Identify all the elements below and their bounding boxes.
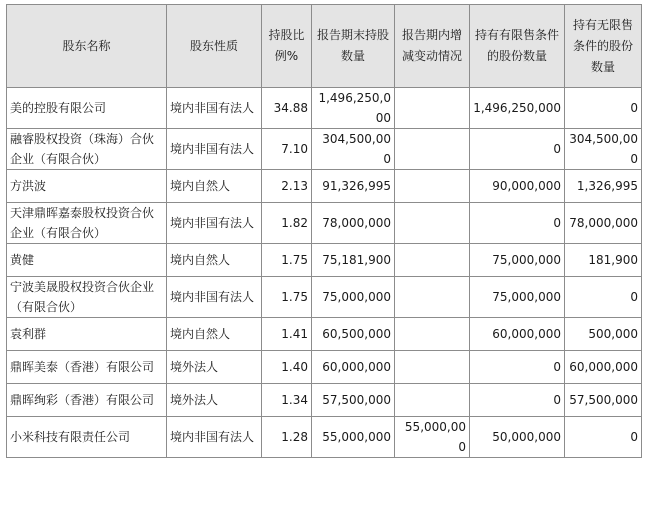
shareholder-name: 鼎晖绚彩（香港）有限公司 [7,384,167,417]
shareholder-name: 方洪波 [7,170,167,203]
restricted-shares: 75,000,000 [470,277,565,318]
unrestricted-shares: 500,000 [565,318,642,351]
shareholder-type: 境内自然人 [167,318,262,351]
table-row [7,417,642,458]
shareholder-type: 境内非国有法人 [167,88,262,129]
period-end-shares: 78,000,000 [312,203,395,244]
period-change [395,129,470,170]
holding-ratio: 1.28 [262,417,312,458]
shareholder-type: 境内非国有法人 [167,417,262,458]
period-end-shares: 91,326,995 [312,170,395,203]
period-change [395,318,470,351]
holding-ratio: 1.34 [262,384,312,417]
shareholder-name: 美的控股有限公司 [7,88,167,129]
period-end-shares: 304,500,000 [312,129,395,170]
shareholder-name: 小米科技有限责任公司 [7,417,167,458]
restricted-shares: 0 [470,129,565,170]
shareholder-type: 境内非国有法人 [167,203,262,244]
table-row [7,88,642,129]
header-restricted-shares: 持有有限售条件的股份数量 [470,5,565,88]
shareholder-table [6,4,642,458]
restricted-shares: 0 [470,203,565,244]
table-header [7,5,642,88]
period-change [395,384,470,417]
period-change [395,244,470,277]
unrestricted-shares: 78,000,000 [565,203,642,244]
shareholder-type: 境外法人 [167,384,262,417]
period-end-shares: 55,000,000 [312,417,395,458]
unrestricted-shares: 0 [565,88,642,129]
shareholder-name: 鼎晖美泰（香港）有限公司 [7,351,167,384]
shareholder-name: 黄健 [7,244,167,277]
holding-ratio: 1.41 [262,318,312,351]
header-shareholder-type: 股东性质 [167,5,262,88]
table-row [7,203,642,244]
holding-ratio: 2.13 [262,170,312,203]
period-end-shares: 1,496,250,000 [312,88,395,129]
shareholder-type: 境内自然人 [167,170,262,203]
table-row [7,318,642,351]
period-end-shares: 75,000,000 [312,277,395,318]
table-row [7,244,642,277]
holding-ratio: 1.75 [262,244,312,277]
shareholder-name: 天津鼎晖嘉泰股权投资合伙企业（有限合伙） [7,203,167,244]
table-row [7,170,642,203]
shareholder-name: 融睿股权投资（珠海）合伙企业（有限合伙） [7,129,167,170]
header-period-change: 报告期内增减变动情况 [395,5,470,88]
period-change [395,351,470,384]
period-end-shares: 57,500,000 [312,384,395,417]
restricted-shares: 75,000,000 [470,244,565,277]
restricted-shares: 90,000,000 [470,170,565,203]
table-row [7,384,642,417]
unrestricted-shares: 181,900 [565,244,642,277]
unrestricted-shares: 1,326,995 [565,170,642,203]
restricted-shares: 50,000,000 [470,417,565,458]
header-period-end-shares: 报告期末持股数量 [312,5,395,88]
unrestricted-shares: 60,000,000 [565,351,642,384]
unrestricted-shares: 304,500,000 [565,129,642,170]
unrestricted-shares: 57,500,000 [565,384,642,417]
period-change [395,170,470,203]
restricted-shares: 0 [470,351,565,384]
period-end-shares: 75,181,900 [312,244,395,277]
header-unrestricted-shares: 持有无限售条件的股份数量 [565,5,642,88]
restricted-shares: 60,000,000 [470,318,565,351]
period-change [395,277,470,318]
shareholder-type: 境内非国有法人 [167,129,262,170]
shareholder-type: 境外法人 [167,351,262,384]
table-row [7,351,642,384]
holding-ratio: 34.88 [262,88,312,129]
header-shareholder-name: 股东名称 [7,5,167,88]
period-change [395,88,470,129]
header-row [7,5,642,88]
unrestricted-shares: 0 [565,277,642,318]
holding-ratio: 1.40 [262,351,312,384]
restricted-shares: 1,496,250,000 [470,88,565,129]
restricted-shares: 0 [470,384,565,417]
period-end-shares: 60,500,000 [312,318,395,351]
shareholder-type: 境内自然人 [167,244,262,277]
shareholder-name: 宁波美晟股权投资合伙企业（有限合伙） [7,277,167,318]
holding-ratio: 7.10 [262,129,312,170]
period-change [395,203,470,244]
holding-ratio: 1.75 [262,277,312,318]
unrestricted-shares: 0 [565,417,642,458]
holding-ratio: 1.82 [262,203,312,244]
header-holding-ratio: 持股比例% [262,5,312,88]
period-change: 55,000,000 [395,417,470,458]
table-body [7,88,642,458]
shareholder-name: 袁利群 [7,318,167,351]
table-row [7,129,642,170]
shareholder-type: 境内非国有法人 [167,277,262,318]
period-end-shares: 60,000,000 [312,351,395,384]
table-row [7,277,642,318]
